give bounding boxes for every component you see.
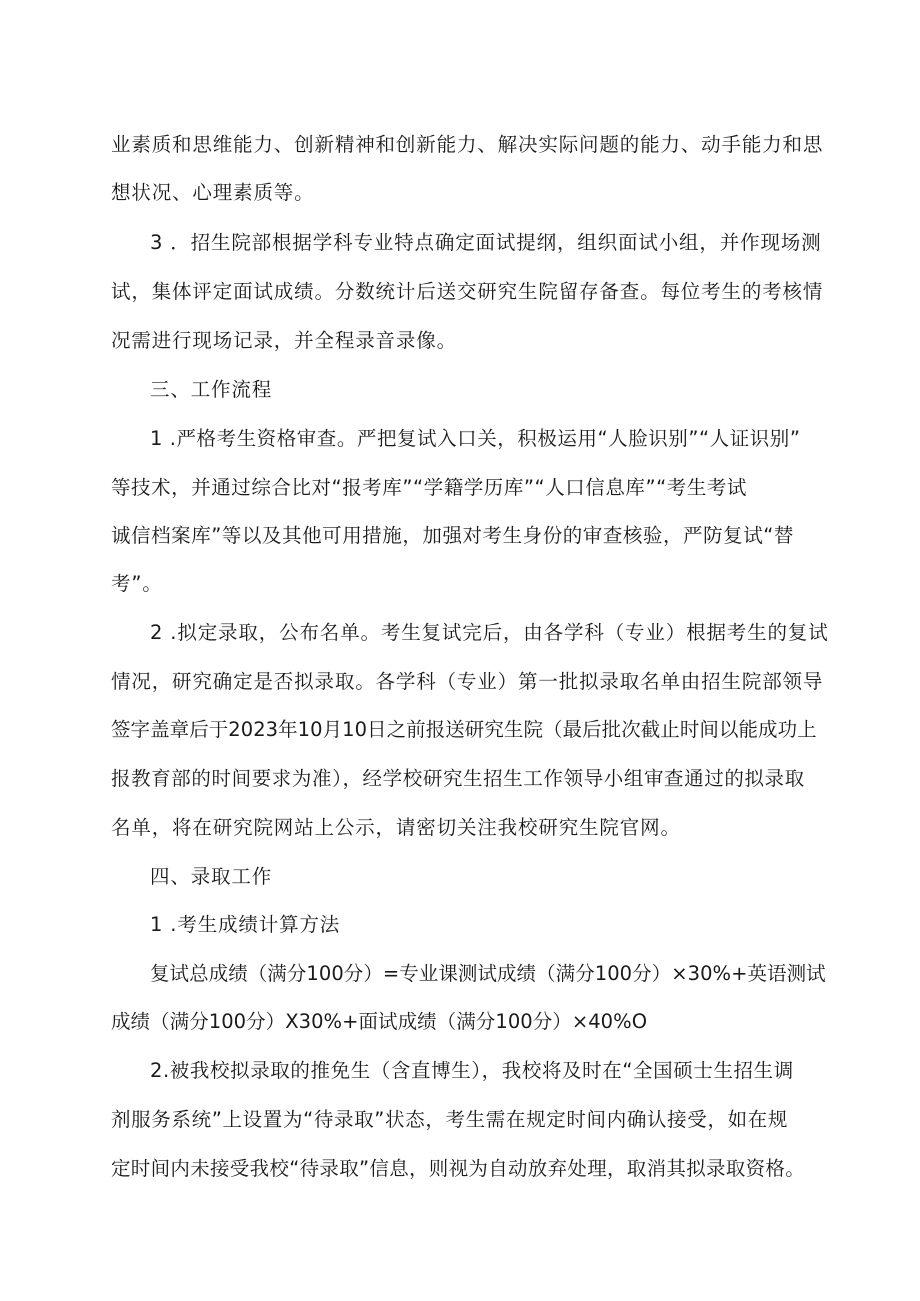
numbered-item-1: 1 .严格考生资格审查。严把复试入口关，积极运用“人脸识别”“人证识别” (150, 427, 801, 450)
numbered-item-1-score-method: 1 .考生成绩计算方法 (150, 913, 341, 936)
body-text-line: 剂服务系统”上设置为“待录取”状态，考生需在规定时间内确认接受，如在规 (111, 1108, 789, 1131)
body-text-line: 诚信档案库”等以及其他可用措施，加强对考生身份的审查核验，严防复试“替 (111, 524, 794, 547)
body-text-line: 业素质和思维能力、创新精神和创新能力、解决实际问题的能力、动手能力和思 (111, 133, 824, 156)
numbered-item-3: 3 ．招生院部根据学科专业特点确定面试提纲，组织面试小组，并作现场测 (150, 231, 822, 254)
body-text-line: 情况，研究确定是否拟录取。各学科（专业）第一批拟录取名单由招生院部领导 (111, 670, 824, 693)
section-heading-workflow: 三、工作流程 (150, 378, 273, 401)
body-text-line: 试，集体评定面试成绩。分数统计后送交研究生院留存备查。每位考生的考核情 (111, 280, 824, 303)
body-text-line: 等技术，并通过综合比对“报考库”“学籍学历库”“人口信息库”“考生考试 (111, 476, 747, 499)
section-heading-admission: 四、录取工作 (150, 865, 273, 888)
body-text-line: 定时间内未接受我校“待录取”信息，则视为自动放弃处理，取消其拟录取资格。 (111, 1157, 806, 1180)
body-text-line: 况需进行现场记录，并全程录音录像。 (111, 329, 457, 352)
body-text-line: 想状况、心理素质等。 (111, 181, 315, 204)
body-text-line: 报教育部的时间要求为准），经学校研究生招生工作领导小组审查通过的拟录取 (111, 767, 805, 790)
body-text-line: 签字盖章后于2023年10月10日之前报送研究生院（最后批次截止时间以能成功上 (111, 718, 817, 741)
numbered-item-2: 2 .拟定录取，公布名单。考生复试完后，由各学科（专业）根据考生的复试 (150, 621, 829, 644)
score-formula-line: 成绩（满分100分）X30%+面试成绩（满分100分）×40%O (111, 1010, 648, 1033)
numbered-item-2-exempt: 2.被我校拟录取的推免生（含直博生），我校将及时在“全国硕士生招生调 (150, 1059, 794, 1082)
body-text-line: 考”。 (111, 572, 163, 595)
score-formula-line: 复试总成绩（满分100分）=专业课测试成绩（满分100分）×30%+英语测试 (150, 962, 826, 985)
body-text-line: 名单，将在研究院网站上公示，请密切关注我校研究生院官网。 (111, 816, 681, 839)
